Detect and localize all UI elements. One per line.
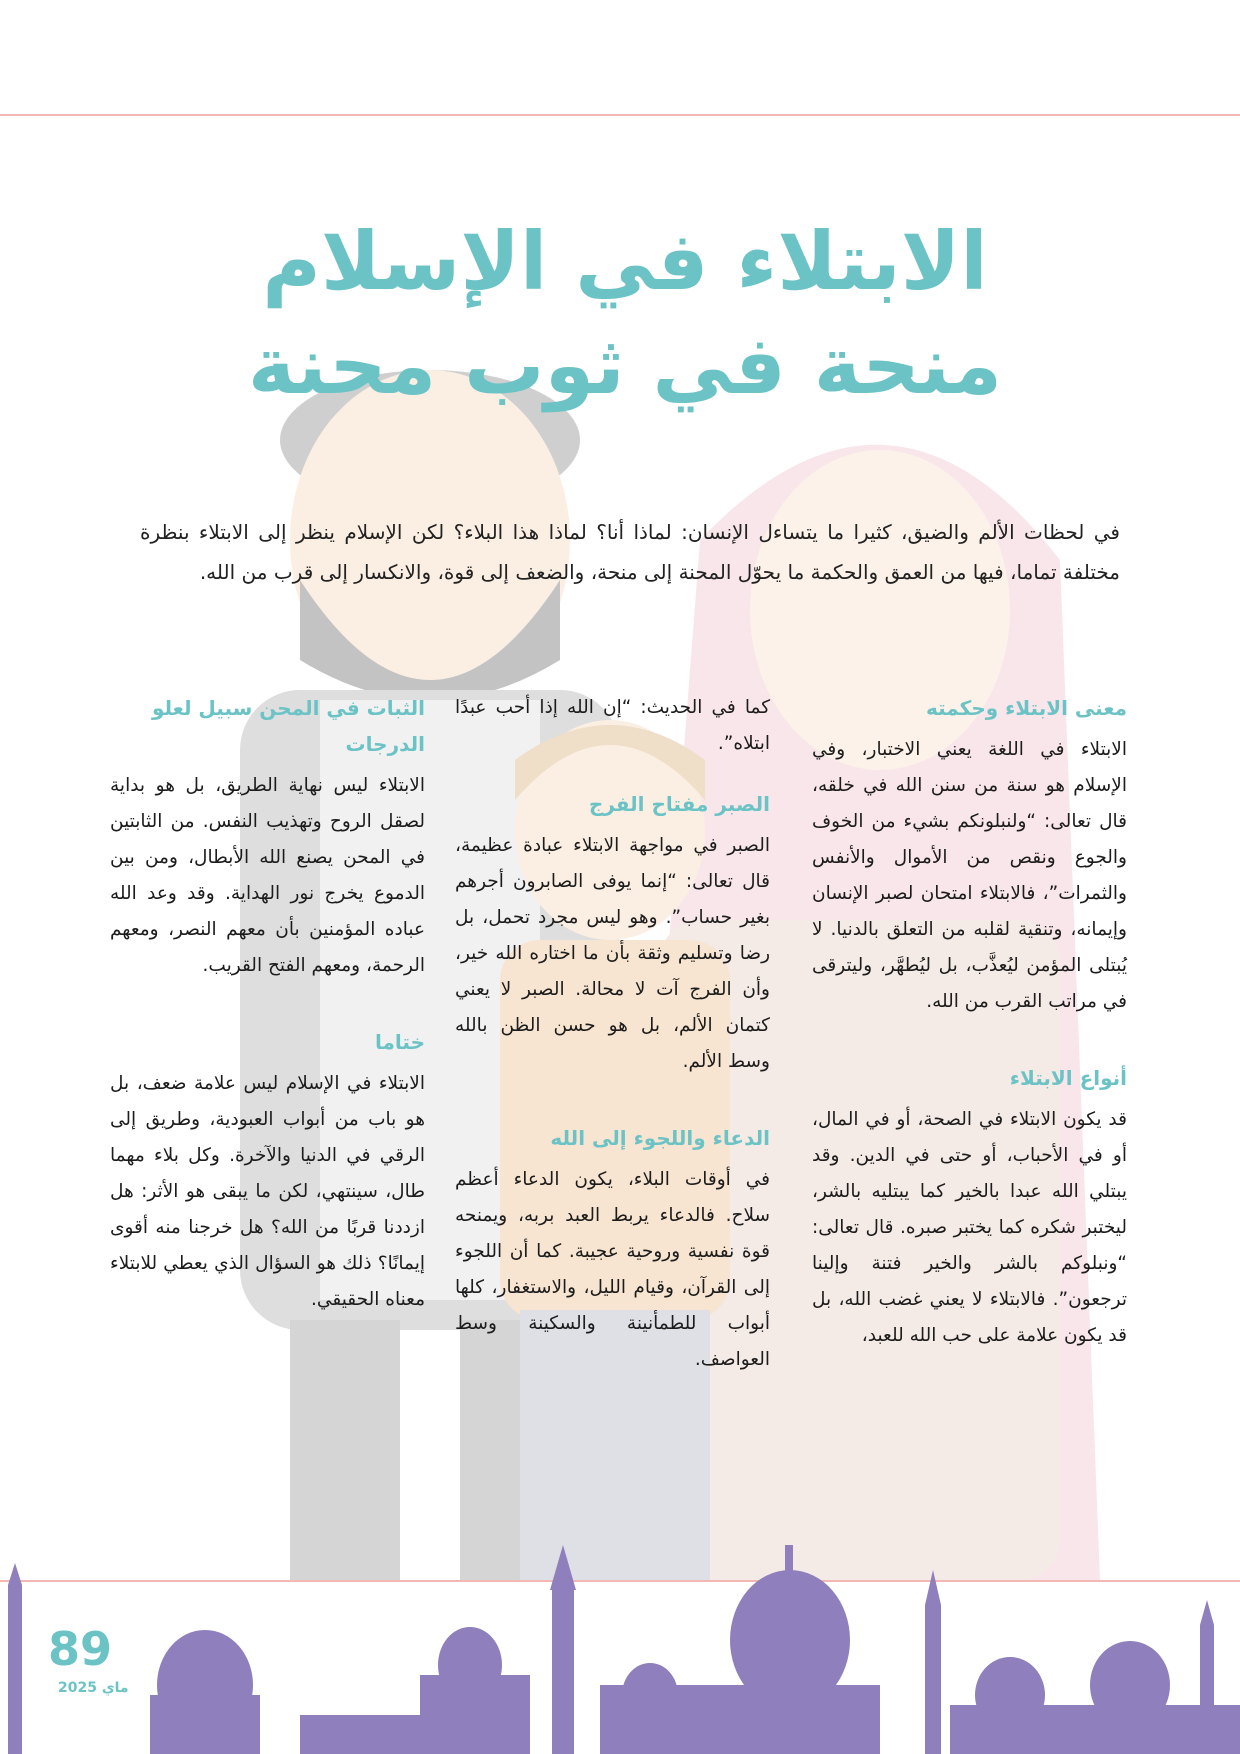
intro-paragraph: في لحظات الألم والضيق، كثيرا ما يتساءل الإنسان: لماذا أنا؟ لماذا هذا البلاء؟ لكن الإسلام ينظر إلى الابتلاء بنظرة مختلفة تماما، فيها من العمق والحكمة ما يحوّل المحنة إلى منحة، والضعف إلى قوة، والانكسار إلى قرب من الله.	[140, 520, 1120, 584]
father-beard	[300, 580, 560, 700]
section-text: الابتلاء في الإسلام ليس علامة ضعف، بل هو باب من أبواب العبودية، وطريق إلى الرقي في الدنيا والآخرة. وكل بلاء مهما طال، سينتهي، لكن ما يبقى هو الأثر: هل ازددنا قربًا من الله؟ هل خرجنا منه أقوى إيمانًا؟ ذلك هو السؤال الذي يعطي للابتلاء معناه الحقيقي.	[110, 1073, 425, 1310]
section-text: كما في الحديث: “إن الله إذا أحب عبدًا ابتلاه”.	[455, 697, 770, 754]
section-continuation	[455, 690, 770, 762]
section-heading: الثبات في المحن سبيل لعلو الدرجات	[151, 696, 425, 756]
section-meaning	[812, 690, 1127, 1020]
father-leg	[290, 1320, 400, 1580]
section-prayer	[455, 1120, 770, 1378]
issue-date: ماي 2025	[58, 1680, 129, 1696]
page-title	[200, 210, 1050, 418]
section-heading: ختاما	[375, 1030, 425, 1054]
mosque-skyline	[0, 1545, 1240, 1754]
section-types	[812, 1060, 1127, 1354]
section-text: الابتلاء في اللغة يعني الاختبار، وفي الإسلام هو سنة من سنن الله في خلقه، قال تعالى: “ولنبلونكم بشيء من الخوف والجوع ونقص من الأموال والأنفس والثمرات”، فالابتلاء امتحان لصبر الإنسان وإيمانه، وتنقية لقلبه من التعلق بالدنيا. لا يُبتلى المؤمن ليُعذَّب، بل ليُطهَّر، وليترقى في مراتب القرب من الله.	[812, 739, 1127, 1012]
column-left	[110, 690, 425, 1358]
column-right	[812, 690, 1127, 1394]
section-text: الصبر في مواجهة الابتلاء عبادة عظيمة، قال تعالى: “إنما يوفى الصابرون أجرهم بغير حساب”. وهو ليس مجرد تحمل، بل رضا وتسليم وثقة بأن ما اختاره الله خير، وأن الفرج آت لا محالة. الصبر لا يعني كتمان الألم، بل هو حسن الظن بالله وسط الألم.	[455, 835, 770, 1072]
section-heading: أنواع الابتلاء	[1009, 1066, 1127, 1090]
title-line-2: منحة في ثوب محنة	[247, 319, 1003, 412]
section-text: الابتلاء ليس نهاية الطريق، بل هو بداية لصقل الروح وتهذيب النفس. من الثابتين في المحن يصنع الله الأبطال، ومن بين الدموع يخرج نور الهداية. وقد وعد الله عباده المؤمنين بأن معهم النصر، ومعهم الرحمة، ومعهم الفتح القريب.	[110, 775, 425, 976]
section-patience	[455, 786, 770, 1080]
section-steadfastness	[110, 690, 425, 984]
column-middle	[455, 690, 770, 1418]
section-heading: معنى الابتلاء وحكمته	[925, 696, 1127, 720]
section-text: قد يكون الابتلاء في الصحة، أو في المال، أو في الأحباب، أو حتى في الدين. وقد يبتلي الله عبدا بالخير كما يبتليه بالشر، ليختبر شكره كما يختبر صبره. قال تعالى: “ونبلوكم بالشر والخير فتنة وإلينا ترجعون”. فالابتلاء لا يعني غضب الله، بل قد يكون علامة على حب الله للعبد،	[812, 1109, 1127, 1346]
section-text: في أوقات البلاء، يكون الدعاء أعظم سلاح. فالدعاء يربط العبد بربه، ويمنحه قوة نفسية وروحية عجيبة. كما أن اللجوء إلى القرآن، وقيام الليل، والاستغفار، كلها أبواب للطمأنينة والسكينة وسط العواصف.	[455, 1169, 770, 1370]
section-heading: الدعاء واللجوء إلى الله	[550, 1126, 770, 1150]
page-number: 89	[48, 1622, 113, 1676]
section-conclusion	[110, 1024, 425, 1318]
section-heading: الصبر مفتاح الفرج	[588, 792, 770, 816]
title-line-1: الابتلاء في الإسلام	[262, 215, 988, 308]
top-divider	[0, 114, 1240, 116]
